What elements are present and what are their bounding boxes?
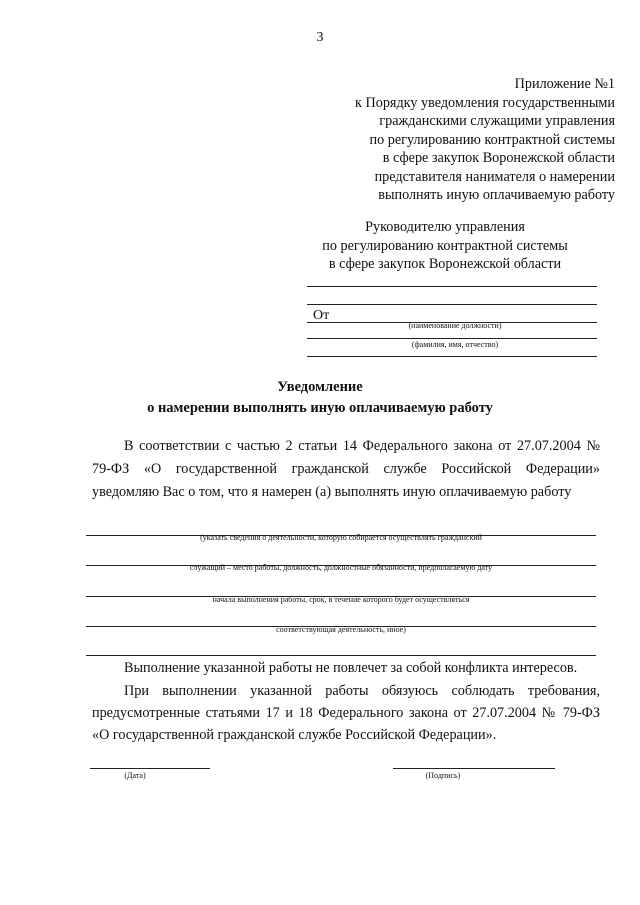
appendix-line: в сфере закупок Воронежской области [382, 150, 615, 166]
obligation-line: предусмотренные статьями 17 и 18 Федерального закона от 27.07.2004 № 79-ФЗ [92, 705, 600, 721]
appendix-line: Приложение №1 [514, 76, 615, 92]
fill-caption: соответствующая деятельность, иное) [276, 625, 406, 634]
conflict-statement: Выполнение указанной работы не повлечет за собой конфликта интересов. [124, 660, 578, 676]
addressee-block [300, 218, 590, 274]
fill-caption: служащий – место работы, должность, должностные обязанности, предполагаемую дату [189, 563, 493, 572]
name-line [307, 338, 597, 339]
intro-line: уведомляю Вас о том, что я намерен (а) выполнять иную оплачиваемую работу [92, 484, 572, 500]
addressee-line: в сфере закупок Воронежской области [328, 256, 562, 272]
document-title: Уведомление [277, 379, 363, 395]
obligation-line: «О государственной гражданской службе Российской Федерации». [92, 727, 497, 743]
signature-line [393, 768, 555, 769]
intro-line: В соответствии с частью 2 статьи 14 Федерального закона от 27.07.2004 № [124, 438, 600, 454]
position-caption: (наименование должности) [408, 321, 502, 330]
from-label: От [313, 308, 330, 323]
page-number: 3 [316, 30, 324, 45]
addressee-line: Руководителю управления [365, 219, 525, 235]
document-subtitle: о намерении выполнять иную оплачиваемую работу [147, 400, 493, 416]
name-caption: (фамилия, имя, отчество) [411, 340, 499, 349]
appendix-line: к Порядку уведомления государственными [355, 94, 615, 111]
fill-line [86, 655, 596, 656]
addressee-line: по регулированию контрактной системы [322, 237, 568, 254]
addressee-blank-line [307, 286, 597, 287]
date-line [90, 768, 210, 769]
appendix-header [295, 75, 615, 205]
appendix-line: гражданскими служащими управления [379, 113, 615, 129]
addressee-blank-line [307, 304, 597, 305]
date-caption: (Дата) [124, 771, 146, 780]
signature-caption: (Подпись) [425, 771, 461, 780]
appendix-line: представителя нанимателя о намерении [374, 168, 615, 185]
obligation-line: При выполнении указанной работы обязуюсь соблюдать требования, [124, 683, 600, 699]
appendix-line: выполнять иную оплачиваемую работу [378, 187, 615, 203]
appendix-line: по регулированию контрактной системы [369, 131, 615, 148]
intro-line: 79-ФЗ «О государственной гражданской службе Российской Федерации» [92, 461, 600, 477]
name-blank-line [307, 356, 597, 357]
fill-caption: (указать сведения о деятельности, которую собирается осуществлять гражданский [200, 533, 482, 542]
fill-caption: начала выполнения работы, срок, в течение которого будет осуществляться [212, 595, 470, 604]
